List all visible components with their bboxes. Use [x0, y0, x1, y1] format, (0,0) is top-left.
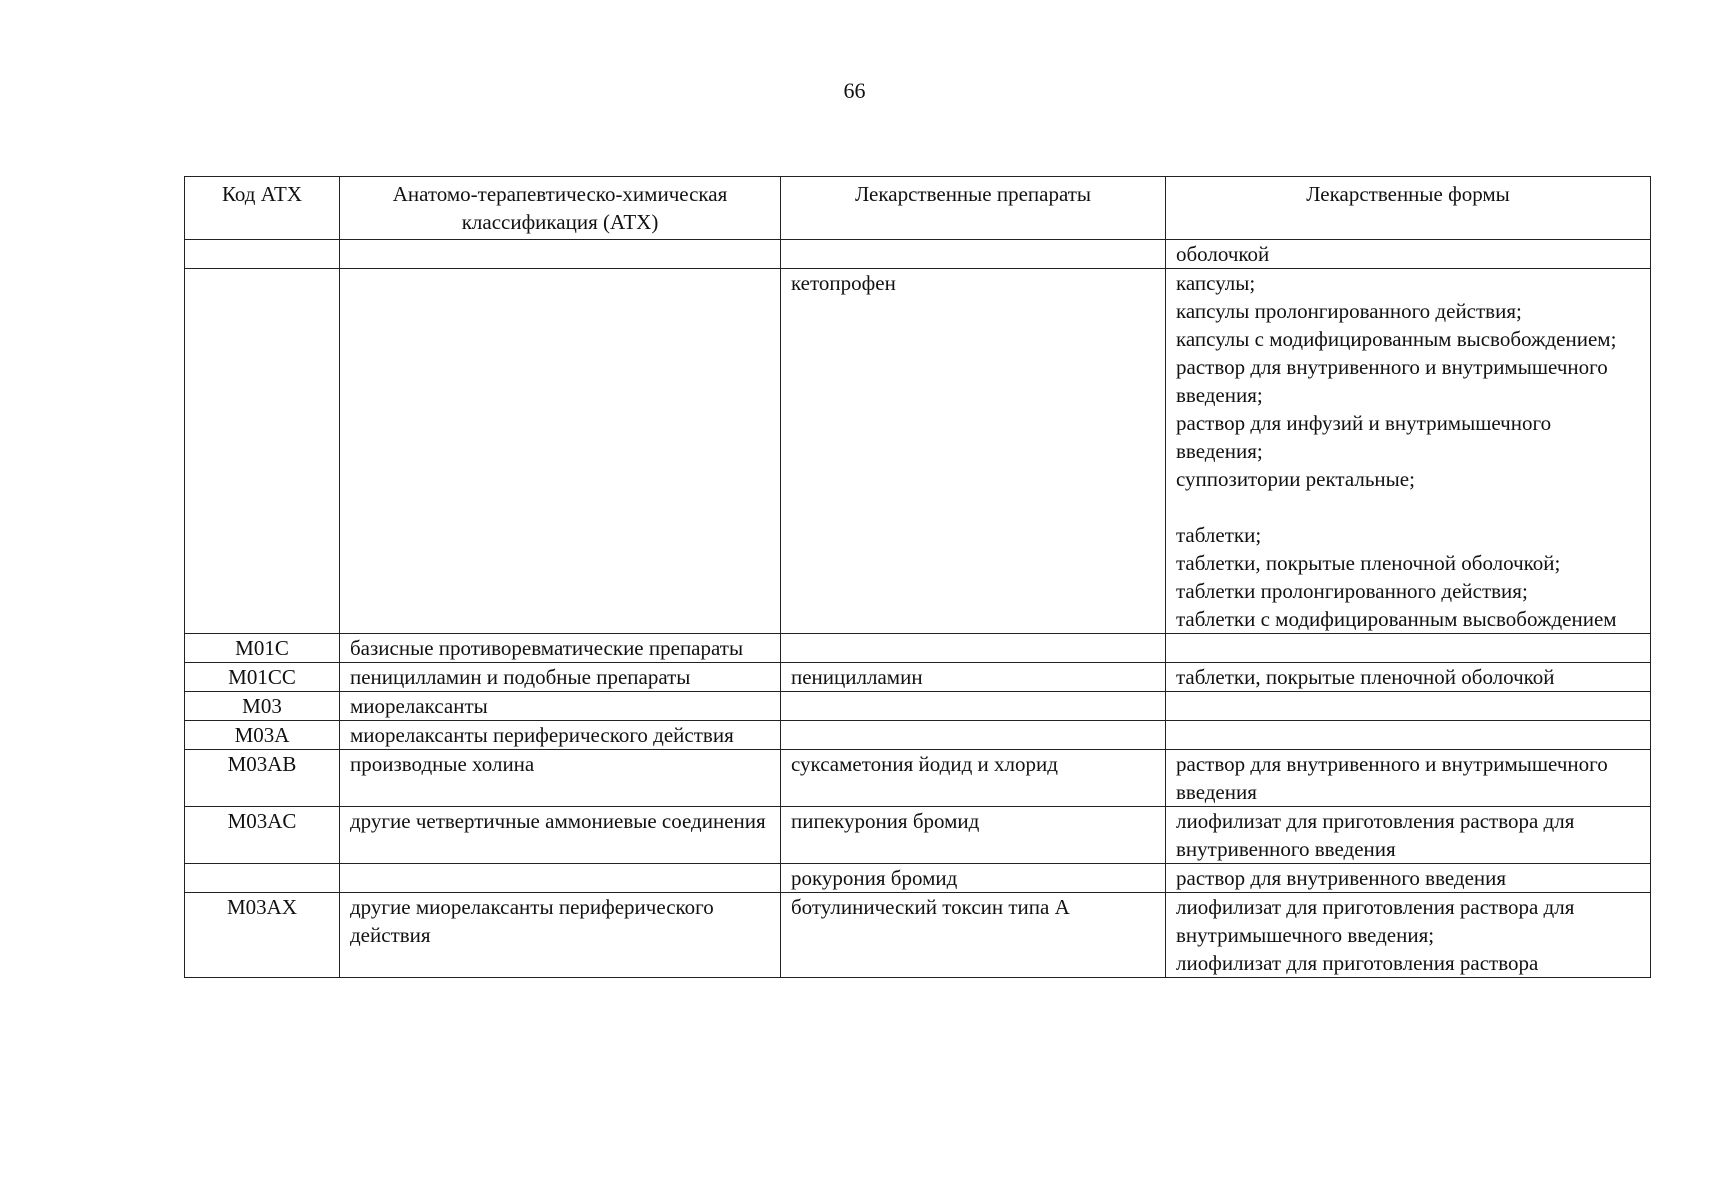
atx-classification-cell: пеницилламин и подобные препараты [340, 663, 781, 692]
drug-name-cell: суксаметония йодид и хлорид [781, 750, 1166, 807]
atx-classification-cell: другие миорелаксанты периферического действия [340, 893, 781, 978]
dosage-form-item: оболочкой [1176, 242, 1270, 266]
dosage-forms-cell [1166, 634, 1651, 663]
drug-name-cell: ботулинический токсин типа А [781, 893, 1166, 978]
atx-code-cell: M03A [185, 721, 340, 750]
dosage-form-item: раствор для внутривенного и внутримышечного введения [1176, 752, 1608, 804]
dosage-forms-cell [1166, 721, 1651, 750]
atx-classification-cell [340, 269, 781, 634]
dosage-form-item: лиофилизат для приготовления раствора для внутримышечного введения; [1176, 895, 1575, 947]
dosage-forms-cell [1166, 663, 1651, 692]
table-header-row [185, 177, 1651, 240]
atx-code-cell: M03 [185, 692, 340, 721]
dosage-form-item: лиофилизат для приготовления раствора [1176, 951, 1539, 975]
dosage-form-item: суппозитории ректальные; [1176, 467, 1415, 491]
atx-classification-cell [340, 240, 781, 269]
dosage-forms-cell [1166, 864, 1651, 893]
header-code: Код АТХ [185, 177, 340, 240]
drug-name-cell: кетопрофен [781, 269, 1166, 634]
dosage-form-item: таблетки, покрытые пленочной оболочкой; [1176, 551, 1561, 575]
dosage-forms-cell [1166, 269, 1651, 634]
drug-name-cell: пеницилламин [781, 663, 1166, 692]
atx-classification-cell: миорелаксанты периферического действия [340, 721, 781, 750]
atx-classification-cell: миорелаксанты [340, 692, 781, 721]
atx-classification-cell: другие четвертичные аммониевые соединения [340, 807, 781, 864]
header-drugs: Лекарственные препараты [781, 177, 1166, 240]
dosage-form-item: раствор для внутривенного введения [1176, 866, 1507, 890]
drug-name-cell: рокурония бромид [781, 864, 1166, 893]
table-row [185, 750, 1651, 807]
atx-drug-table [184, 176, 1651, 978]
atx-code-cell [185, 864, 340, 893]
drug-name-cell [781, 634, 1166, 663]
header-forms: Лекарственные формы [1166, 177, 1651, 240]
dosage-form-item: лиофилизат для приготовления раствора для внутривенного введения [1176, 809, 1575, 861]
dosage-form-item: таблетки, покрытые пленочной оболочкой [1176, 665, 1555, 689]
drug-name-cell: пипекурония бромид [781, 807, 1166, 864]
atx-code-cell [185, 240, 340, 269]
dosage-form-item: раствор для инфузий и внутримышечного введения; [1176, 411, 1552, 463]
table-row [185, 663, 1651, 692]
atx-code-cell: M01C [185, 634, 340, 663]
atx-classification-cell: производные холина [340, 750, 781, 807]
table-row [185, 269, 1651, 634]
dosage-form-item: таблетки пролонгированного действия; [1176, 579, 1528, 603]
table-row [185, 864, 1651, 893]
dosage-forms-cell [1166, 750, 1651, 807]
dosage-form-gap [1176, 493, 1640, 521]
table-body [185, 240, 1651, 978]
dosage-form-item: раствор для внутривенного и внутримышечного введения; [1176, 355, 1608, 407]
header-classification: Анатомо-терапевтическо-химическая классификация (АТХ) [340, 177, 781, 240]
atx-code-cell: M01CC [185, 663, 340, 692]
table-row [185, 240, 1651, 269]
atx-classification-cell [340, 864, 781, 893]
table-row [185, 634, 1651, 663]
dosage-form-item: таблетки; [1176, 523, 1262, 547]
dosage-form-item: капсулы; [1176, 271, 1256, 295]
drug-name-cell [781, 692, 1166, 721]
dosage-forms-cell [1166, 240, 1651, 269]
atx-classification-cell: базисные противоревматические препараты [340, 634, 781, 663]
atx-code-cell: M03AC [185, 807, 340, 864]
table-row [185, 893, 1651, 978]
page-number: 66 [843, 78, 866, 103]
dosage-forms-cell [1166, 807, 1651, 864]
table-row [185, 807, 1651, 864]
table-row [185, 721, 1651, 750]
dosage-form-item: таблетки с модифицированным высвобождением [1176, 607, 1617, 631]
dosage-form-item: капсулы пролонгированного действия; [1176, 299, 1522, 323]
drug-name-cell [781, 721, 1166, 750]
drug-name-cell [781, 240, 1166, 269]
dosage-form-item: капсулы с модифицированным высвобождением; [1176, 327, 1617, 351]
atx-code-cell: M03AX [185, 893, 340, 978]
dosage-forms-cell [1166, 893, 1651, 978]
dosage-forms-cell [1166, 692, 1651, 721]
table-row [185, 692, 1651, 721]
atx-code-cell: M03AB [185, 750, 340, 807]
atx-code-cell [185, 269, 340, 634]
